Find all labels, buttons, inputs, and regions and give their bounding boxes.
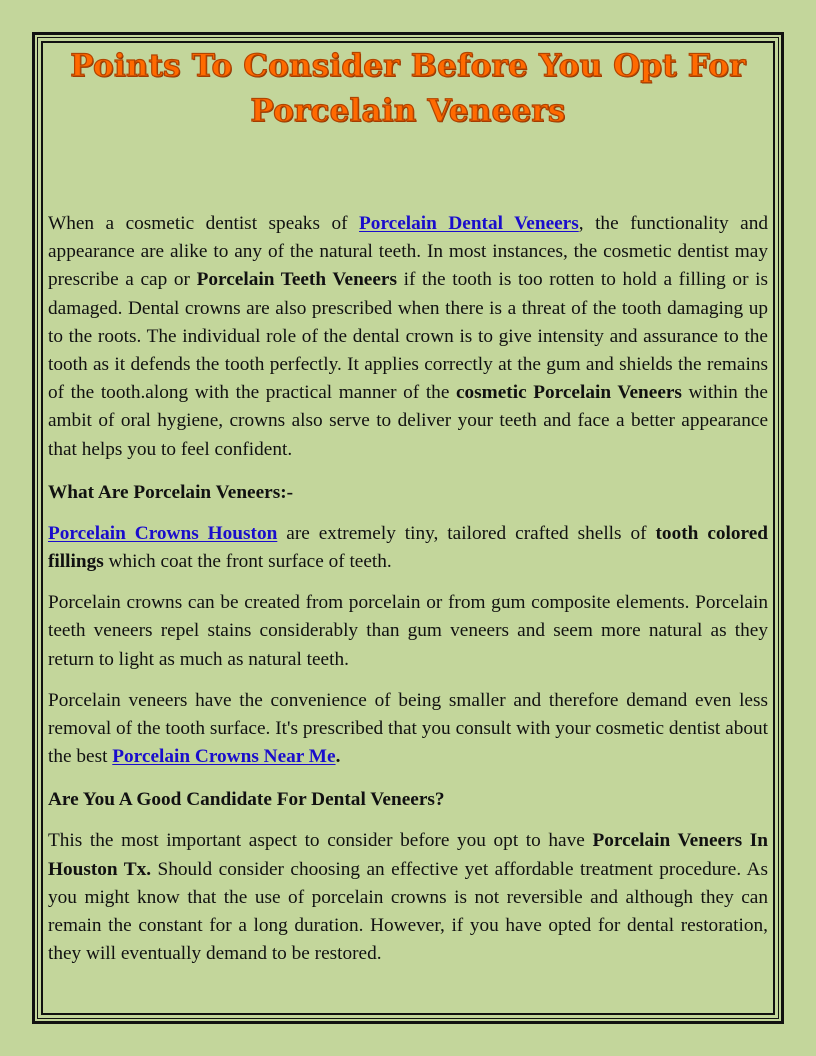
definition-paragraph — [48, 520, 768, 576]
porcelain-crowns-near-me-link[interactable]: Porcelain Crowns Near Me — [112, 746, 336, 768]
section-heading-what-are: What Are Porcelain Veneers:- — [48, 481, 294, 503]
candidate-text-1: This the most important aspect to consider before you opt to have — [48, 830, 593, 852]
intro-bold-1: Porcelain Teeth Veneers — [196, 269, 397, 291]
intro-paragraph — [48, 210, 768, 464]
intro-text-1: When a cosmetic dentist speaks of — [48, 213, 360, 234]
definition-text-2: which coat the front surface of teeth. — [103, 551, 392, 573]
intro-bold-2: cosmetic Porcelain Veneers — [455, 382, 682, 404]
title-line-1: Points To Consider Before You Opt For — [70, 48, 746, 84]
candidate-text-2: Should consider choosing an effective yet affordable treatment procedure. As you might know that the use of porcelain crowns is not reversible and although they can remain the constant for a long duration. However, if you have opted for dental restoration, they will eventually demand to be restored. — [48, 858, 768, 965]
porcelain-dental-veneers-link[interactable]: Porcelain Dental Veneers — [359, 213, 579, 234]
definition-bold-1: tooth colored fillings — [48, 522, 769, 573]
definition-text-1: are extremely tiny, tailored crafted shells of — [277, 522, 656, 544]
materials-paragraph: Porcelain crowns can be created from porcelain or from gum composite elements. Porcelain teeth veneers repel stains considerably than gum veneers and seem more natural as they return to light as much as natural teeth. — [48, 592, 768, 670]
convenience-text-2: . — [335, 746, 341, 768]
title-line-2: Porcelain Veneers — [250, 93, 566, 129]
intro-text-2: , the functionality and appearance are alike to any of the natural teeth. In most instances, the cosmetic dentist may prescribe a cap or — [48, 213, 768, 291]
document-content — [48, 44, 768, 968]
candidate-paragraph — [48, 827, 768, 968]
intro-text-4: within the ambit of oral hygiene, crowns also serve to deliver your teeth and face a better appearance that helps you to feel confident. — [48, 382, 768, 460]
porcelain-crowns-houston-link[interactable]: Porcelain Crowns Houston — [48, 522, 278, 544]
intro-text-3: if the tooth is too rotten to hold a filling or is damaged. Dental crowns are also prescribed when there is a threat of the tooth damaging up to the roots. The individual role of the dental crown is to give intensity and assurance to the tooth as it defends the tooth perfectly. It applies correctly at the gum and shields the remains of the tooth.along with the practical manner of the — [48, 269, 768, 404]
convenience-text-1: Porcelain veneers have the convenience of being smaller and therefore demand even less removal of the tooth surface. It's prescribed that you consult with your cosmetic dentist about the best — [48, 689, 768, 768]
candidate-bold-1: Porcelain Veneers In Houston Tx. — [48, 830, 768, 880]
section-heading-good-candidate: Are You A Good Candidate For Dental Veneers? — [48, 789, 445, 811]
document-title — [48, 44, 768, 134]
convenience-paragraph — [48, 687, 768, 772]
